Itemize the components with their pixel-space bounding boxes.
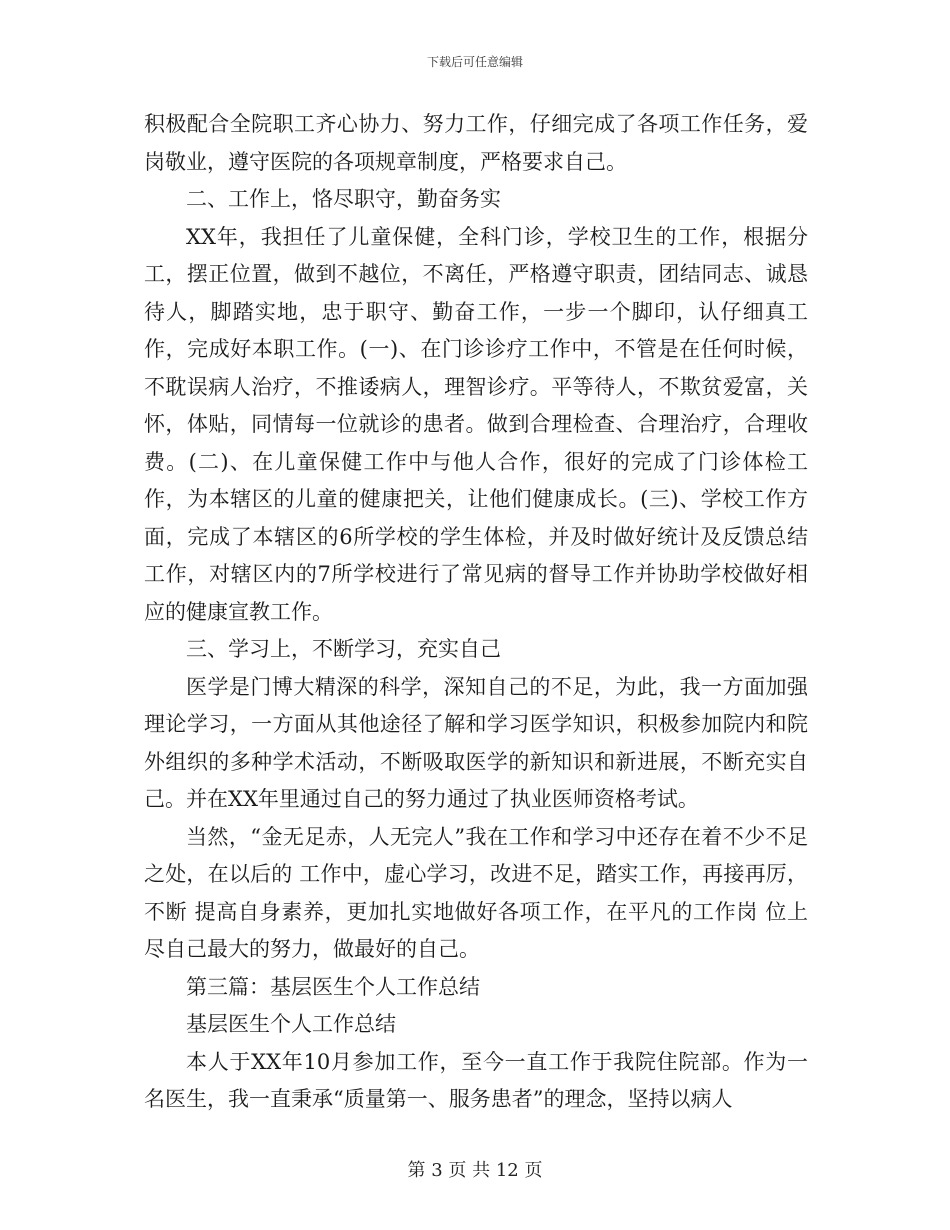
page-number: 第 3 页 共 12 页 (407, 1160, 543, 1181)
section-heading-study: 三、学习上，不断学习，充实自己 (186, 637, 501, 661)
paragraph-article-start: 本人于XX年10月参加工作，至今一直工作于我院住院部。作为一名医生，我一直秉承“质量第一、服务患者”的理念，坚持以病人 (144, 1049, 808, 1111)
paragraph-conclusion: 当然，“金无足赤，人无完人”我在工作和学习中还存在着不少不足之处，在以后的 工作中，虚心学习，改进不足，踏实工作，再接再厉，不断 提高自身素养，更加扎实地做好各项工作，在平凡的工作岗 位上尽自己最大的努力，做最好的自己。 (144, 824, 808, 961)
paragraph-study: 医学是门博大精深的科学，深知自己的不足，为此，我一方面加强理论学习，一方面从其他途径了解和学习医学知识，积极参加院内和院外组织的多种学术活动，不断吸取医学的新知识和新进展，不断充实自己。并在XX年里通过自己的努力通过了执业医师资格考试。 (144, 674, 808, 811)
paragraph-intro: 积极配合全院职工齐心协力、努力工作，仔细完成了各项工作任务，爱岗敬业，遵守医院的各项规章制度，严格要求自己。 (144, 112, 808, 174)
article-heading: 第三篇：基层医生个人工作总结 (186, 974, 480, 999)
article-title: 基层医生个人工作总结 (186, 1012, 396, 1036)
document-body (144, 106, 808, 1119)
page-header: 下载后可任意编辑 (426, 55, 523, 69)
paragraph-work: XX年，我担任了儿童保健，全科门诊，学校卫生的工作，根据分工，摆正位置，做到不越位，不离任，严格遵守职责，团结同志、诚恳待人，脚踏实地，忠于职守、勤奋工作，一步一个脚印，认仔细真工作，完成好本职工作。(一)、在门诊诊疗工作中，不管是在任何时候，不耽误病人治疗，不推诿病人，理智诊疗。平等待人，不欺贫爱富，关怀，体贴，同情每一位就诊的患者。做到合理检查、合理治疗，合理收费。(二)、在儿童保健工作中与他人合作，很好的完成了门诊体检工作，为本辖区的儿童的健康把关，让他们健康成长。(三)、学校工作方面，完成了本辖区的6所学校的学生体检，并及时做好统计及反馈总结工作，对辖区内的7所学校进行了常见病的督导工作并协助学校做好相应的健康宣教工作。 (144, 224, 808, 624)
section-heading-work: 二、工作上，恪尽职守，勤奋务实 (186, 187, 501, 211)
